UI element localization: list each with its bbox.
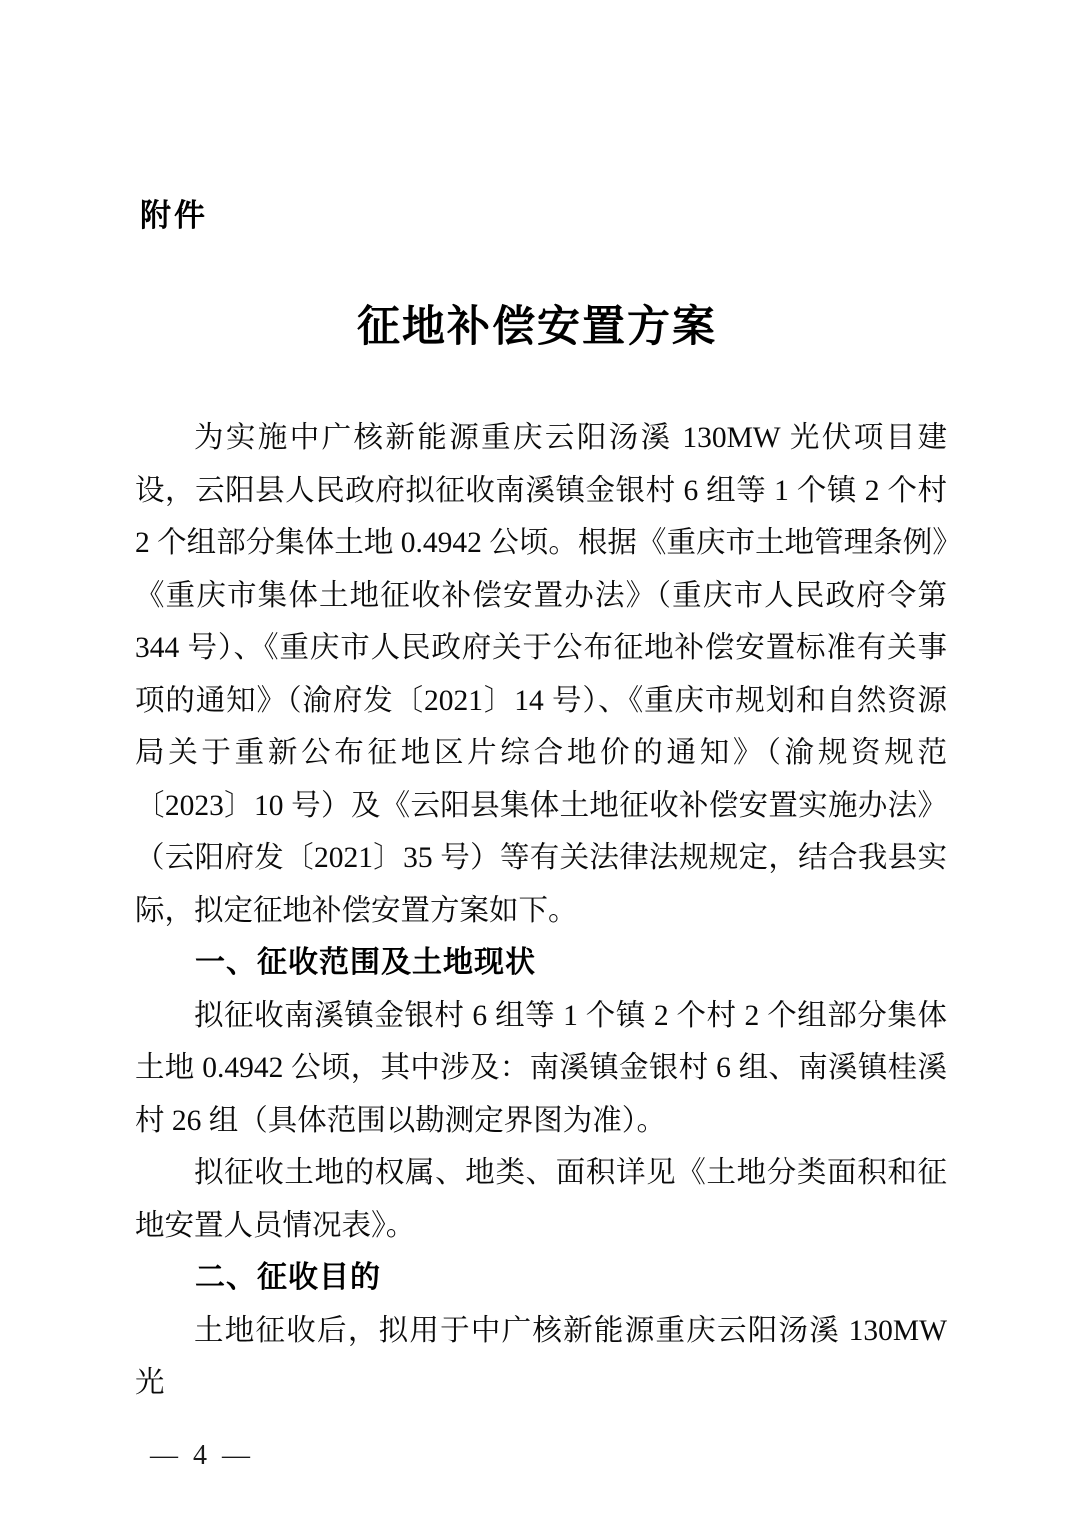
document-body <box>135 412 947 1410</box>
section-1-paragraph-2: 拟征收土地的权属、地类、面积详见《土地分类面积和征地安置人员情况表》。 <box>135 1157 947 1242</box>
attachment-label: 附件 <box>140 198 208 233</box>
page-number: — 4 — <box>150 1440 254 1471</box>
section-1-paragraph-1: 拟征收南溪镇金银村 6 组等 1 个镇 2 个村 2 个组部分集体土地 0.4942 公顷，其中涉及：南溪镇金银村 6 组、南溪镇桂溪村 26 组（具体范围以勘测定界图为准）。 <box>135 999 947 1137</box>
section-2-paragraph-1: 土地征收后，拟用于中广核新能源重庆云阳汤溪 130MW 光 <box>135 1314 947 1399</box>
intro-paragraph: 为实施中广核新能源重庆云阳汤溪 130MW 光伏项目建设，云阳县人民政府拟征收南溪镇金银村 6 组等 1 个镇 2 个村 2 个组部分集体土地 0.4942 公顷。根据《重庆市土地管理条例》《重庆市集体土地征收补偿安置办法》（重庆市人民政府令第 344 号）、《重庆市人民政府关于公布征地补偿安置标准有关事项的通知》（渝府发〔2021〕14 号）、《重庆市规划和自然资源局关于重新公布征地区片综合地价的通知》（渝规资规范〔2023〕10 号）及《云阳县集体土地征收补偿安置实施办法》（云阳府发〔2021〕35 号）等有关法律法规规定，结合我县实际，拟定征地补偿安置方案如下。 <box>135 422 947 927</box>
document-title: 征地补偿安置方案 <box>357 304 717 351</box>
section-2-heading: 二、征收目的 <box>195 1261 381 1294</box>
section-1-heading: 一、征收范围及土地现状 <box>195 946 536 979</box>
